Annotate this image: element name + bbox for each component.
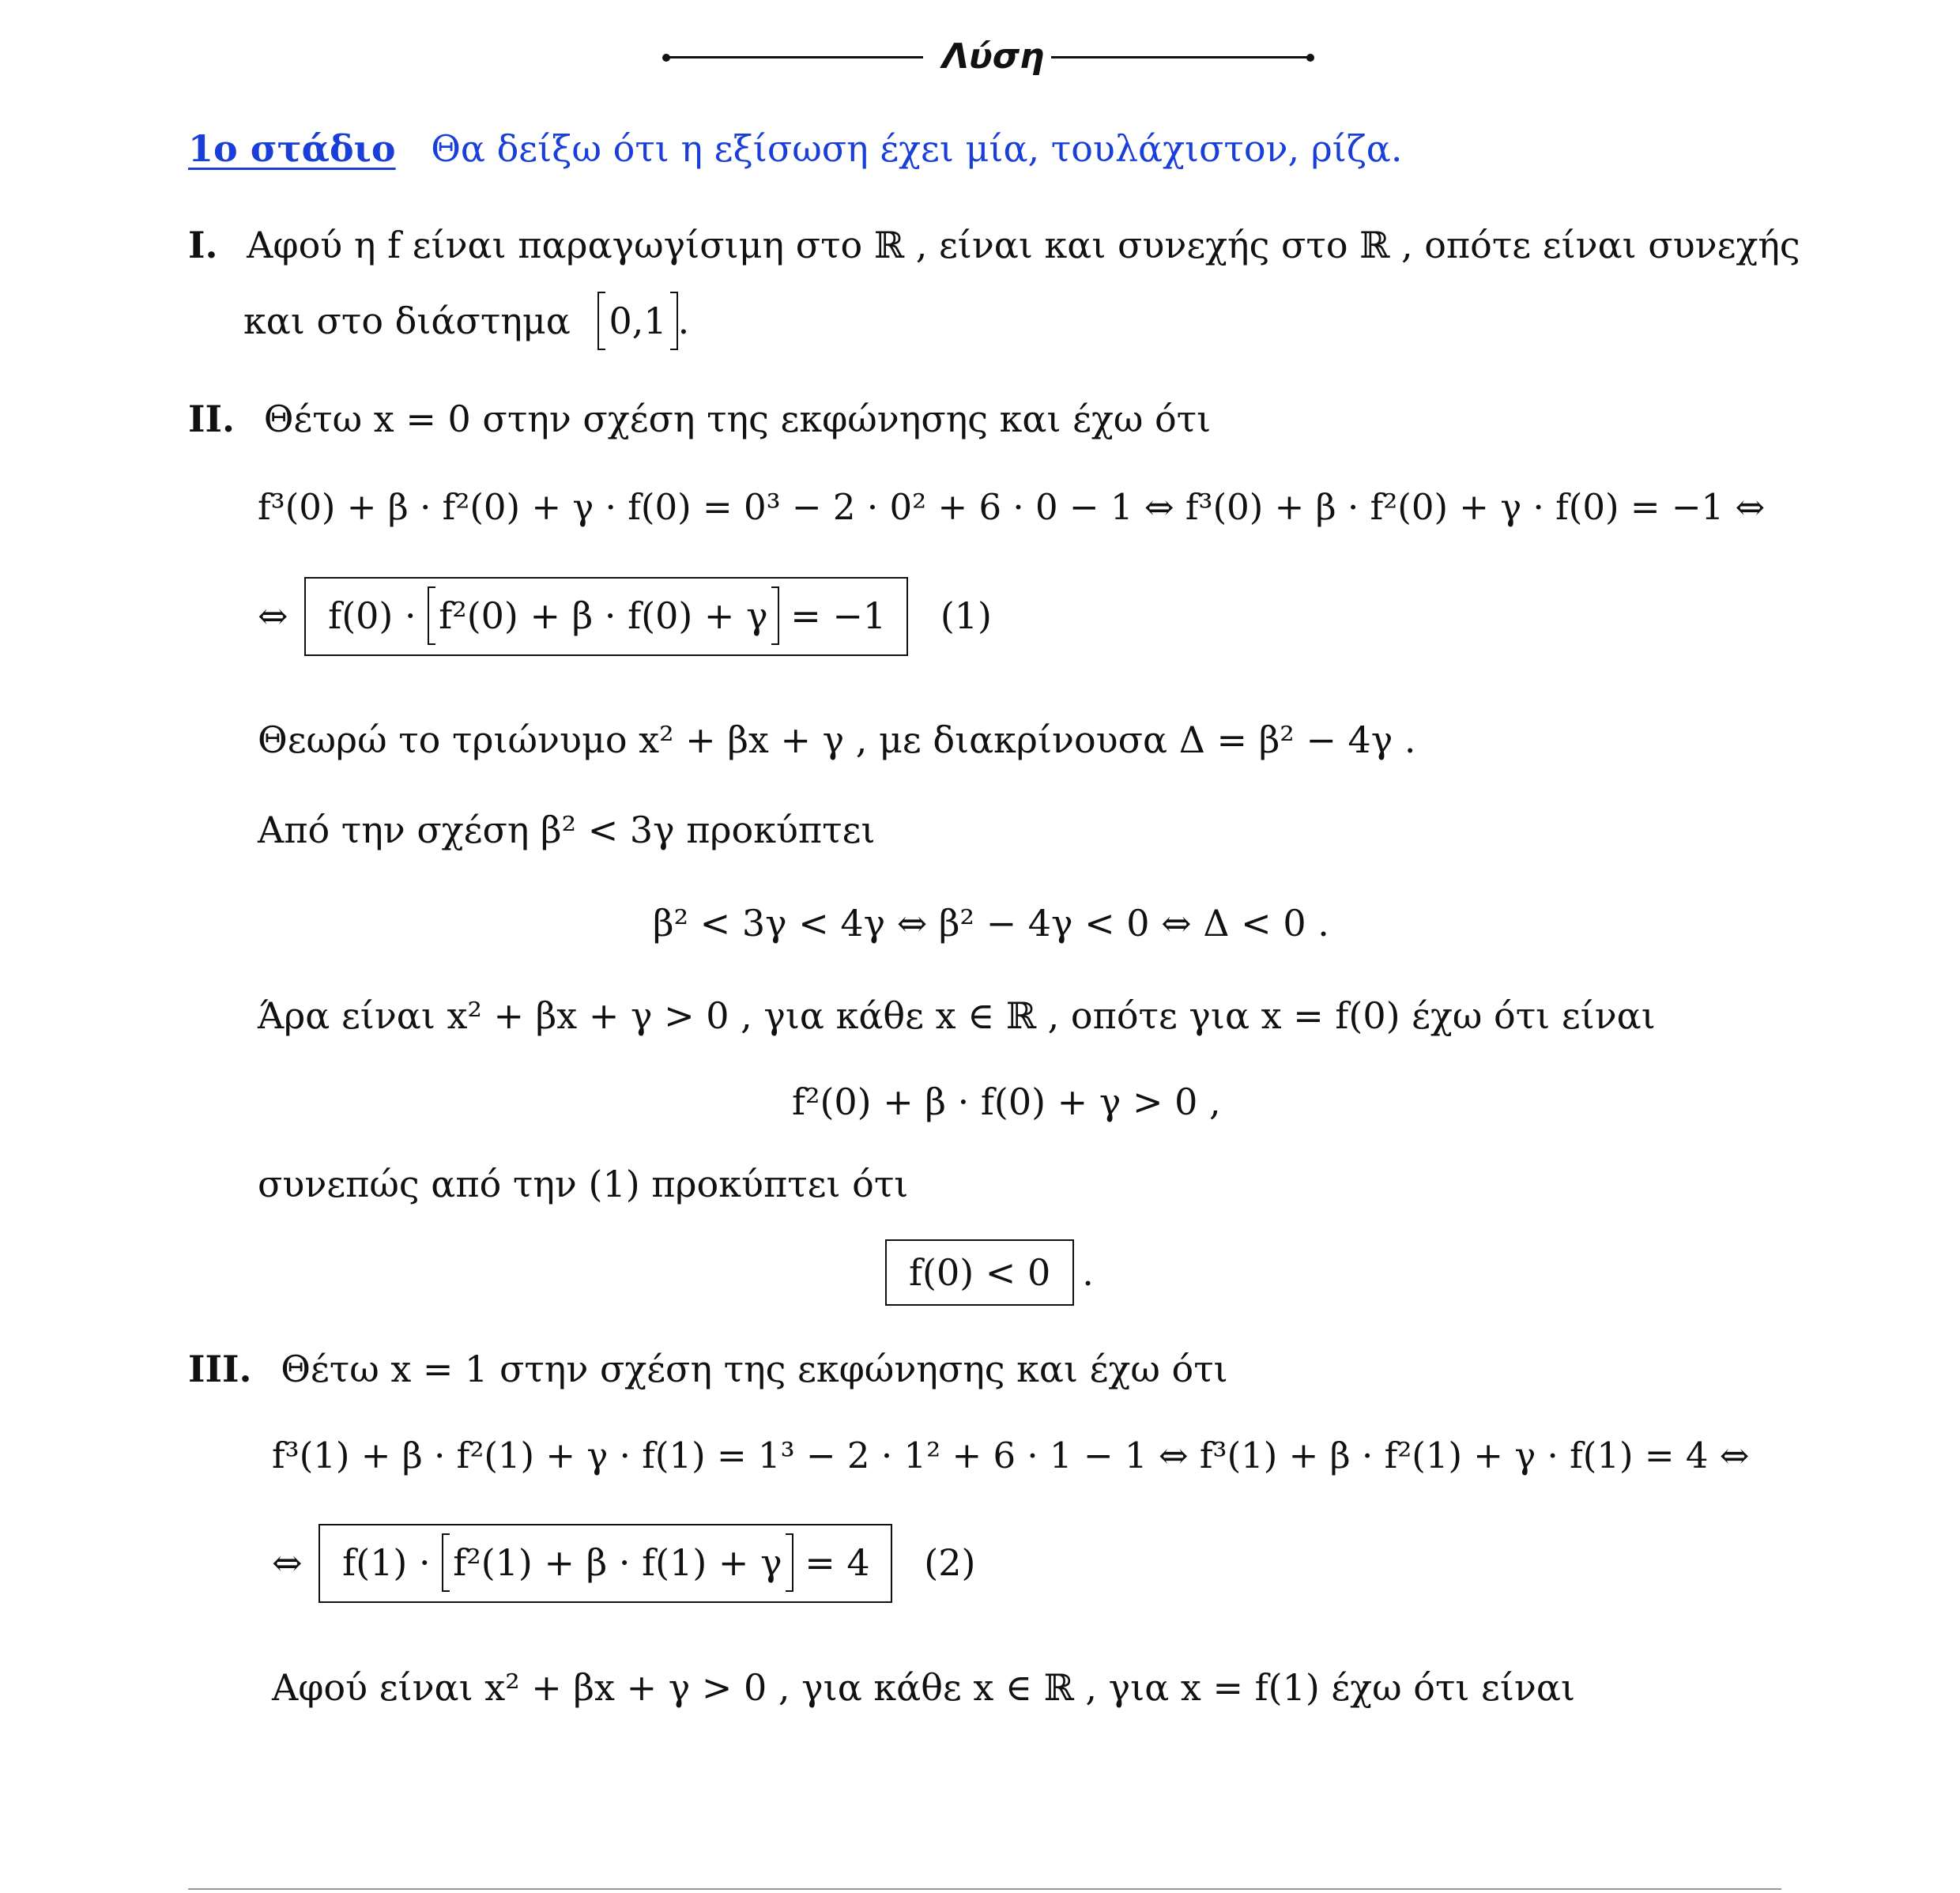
item-iii-since: Αφού είναι x² + βx + γ > 0 , για κάθε x ∈ ℝ , για x = f(1) έχω ότι είναι xyxy=(272,1666,1575,1709)
item-ii-consequently: συνεπώς από την (1) προκύπτει ότι xyxy=(258,1163,909,1205)
item-i-line1 xyxy=(188,221,1800,269)
header-right-rule xyxy=(1051,56,1308,58)
item-iii-eq2-right: = 4 xyxy=(805,1541,870,1584)
item-iii-eq2-tag: (2) xyxy=(924,1541,976,1584)
item-ii-result-text: f(0) < 0 xyxy=(909,1251,1051,1294)
item-i-interval: 0,1 xyxy=(609,300,667,342)
item-iii-intro xyxy=(188,1345,1228,1393)
item-ii-equation-1: f³(0) + β · f²(0) + γ · f(0) = 0³ − 2 · 0² + 6 · 0 − 1 ⇔ f³(0) + β · f²(0) + γ · f(0) = −1 ⇔ xyxy=(258,486,1766,528)
item-ii-eq2-right-bracket xyxy=(771,586,779,645)
item-ii-eq2-left-bracket xyxy=(428,586,435,645)
footer-rule xyxy=(188,1888,1781,1890)
item-ii-eq2-prefix: ⇔ xyxy=(258,594,288,637)
item-iii-intro-text: Θέτω x = 1 στην σχέση της εκφώνησης και έχω ότι xyxy=(281,1348,1228,1390)
interval-right-bracket xyxy=(670,292,678,350)
item-ii-eq2-inner: f²(0) + β · f(0) + γ xyxy=(439,594,768,637)
item-iii-eq2-box xyxy=(318,1524,891,1603)
item-ii-equation-2 xyxy=(258,577,992,656)
item-i-line2-text: και στο διάστημα xyxy=(243,300,571,342)
item-iii-eq2-inner: f²(1) + β · f(1) + γ xyxy=(453,1541,782,1584)
item-iii-eq2-left: f(1) · xyxy=(342,1541,431,1584)
item-i-text: Αφού η f είναι παραγωγίσιμη στο ℝ , είναι και συνεχής στο ℝ , οπότε είναι συνεχής xyxy=(247,224,1800,266)
item-ii-trinomial: Θεωρώ το τριώνυμο x² + βx + γ , με διακρίνουσα Δ = β² − 4γ . xyxy=(258,718,1416,761)
item-ii-eq2-left: f(0) · xyxy=(328,594,416,637)
item-ii-eq2-right: = −1 xyxy=(790,594,887,637)
item-iii-numeral: III. xyxy=(188,1348,252,1390)
item-iii-equation-1: f³(1) + β · f²(1) + γ · f(1) = 1³ − 2 · 1² + 6 · 1 − 1 ⇔ f³(1) + β · f²(1) + γ · f(1) = 4 ⇔ xyxy=(272,1435,1750,1476)
item-iii-eq2-prefix: ⇔ xyxy=(272,1541,303,1584)
stage-text: Θα δείξω ότι η εξίσωση έχει μία, τουλάχιστον, ρίζα. xyxy=(431,127,1403,170)
item-i-end: . xyxy=(677,300,690,342)
item-ii-eq2-tag: (1) xyxy=(940,594,992,637)
item-ii-result xyxy=(885,1239,1094,1306)
item-ii-result-end: . xyxy=(1082,1251,1094,1294)
item-ii-numeral: II. xyxy=(188,398,236,440)
item-ii-intro-text: Θέτω x = 0 στην σχέση της εκφώνησης και έχω ότι xyxy=(263,398,1212,440)
header-left-rule xyxy=(666,56,923,58)
item-iii-eq2-right-bracket xyxy=(786,1533,793,1592)
interval-left-bracket xyxy=(597,292,605,350)
item-i-numeral: I. xyxy=(188,224,218,266)
item-ii-from-relation: Από την σχέση β² < 3γ προκύπτει xyxy=(258,809,876,851)
item-ii-therefore: Άρα είναι x² + βx + γ > 0 , για κάθε x ∈ ℝ , οπότε για x = f(0) έχω ότι είναι xyxy=(258,994,1656,1037)
item-ii-inequality: β² < 3γ < 4γ ⇔ β² − 4γ < 0 ⇔ Δ < 0 . xyxy=(653,902,1329,945)
header-title: Λύση xyxy=(942,36,1045,77)
item-iii-equation-2 xyxy=(272,1524,975,1603)
item-iii-eq2-left-bracket xyxy=(442,1533,450,1592)
stage-label: 1ο στάδιο xyxy=(188,127,396,170)
item-i-line2 xyxy=(243,297,689,350)
item-ii-eq2-box xyxy=(304,577,908,656)
item-ii-result-box xyxy=(885,1239,1074,1306)
stage-heading xyxy=(188,125,1402,172)
item-ii-intro xyxy=(188,395,1211,443)
header-right-dot xyxy=(1306,54,1314,62)
item-ii-positive: f²(0) + β · f(0) + γ > 0 , xyxy=(792,1080,1221,1123)
